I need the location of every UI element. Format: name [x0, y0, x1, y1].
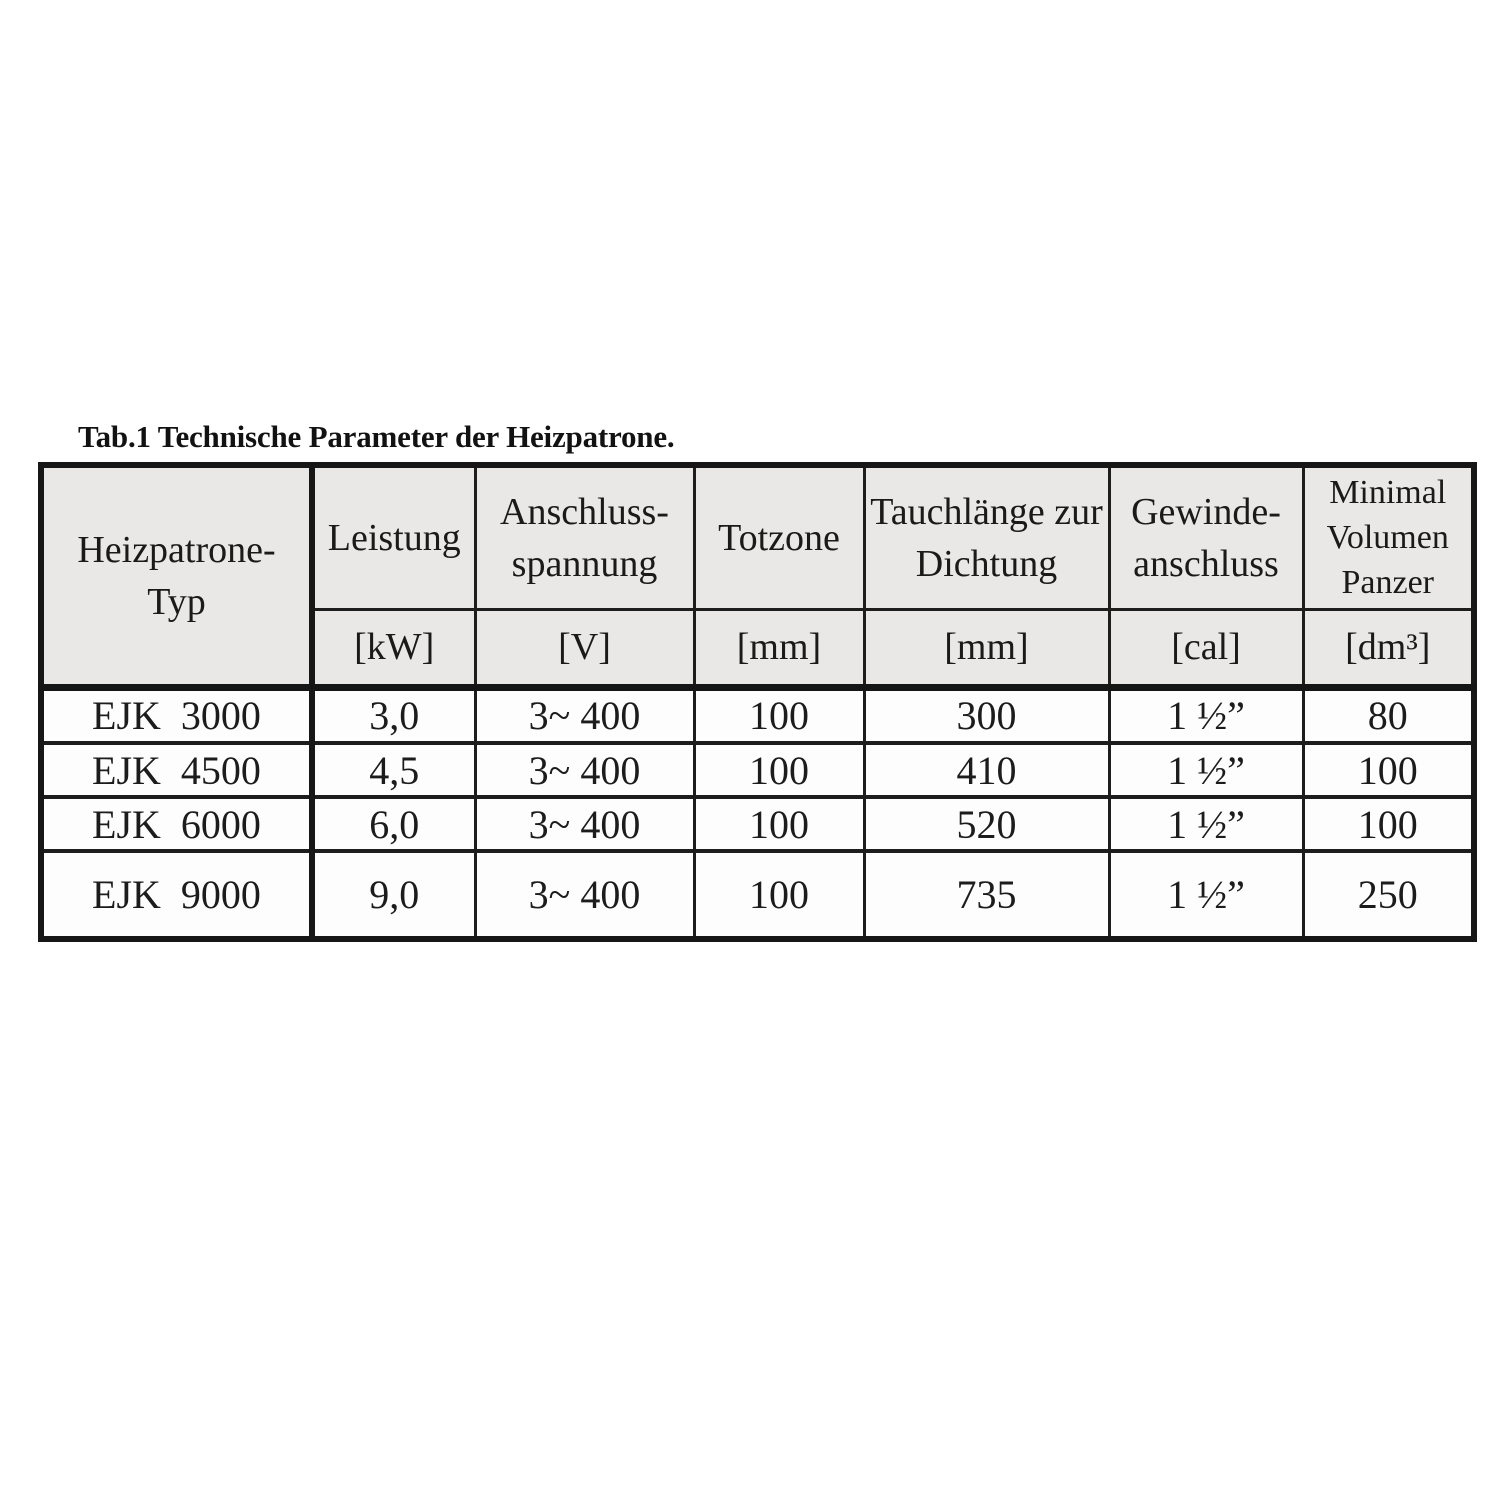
unit-cell-mm-tauchlaenge: [mm] [864, 609, 1109, 687]
cell-typ: EJK 9000 [41, 851, 312, 939]
cell-volumen: 80 [1303, 687, 1474, 743]
cell-volumen: 100 [1303, 743, 1474, 797]
cell-gewinde: 1 ½” [1109, 797, 1303, 851]
cell-tauchlaenge: 300 [864, 687, 1109, 743]
cell-volumen: 100 [1303, 797, 1474, 851]
cell-gewinde: 1 ½” [1109, 851, 1303, 939]
cell-typ: EJK 6000 [41, 797, 312, 851]
header-cell-heizpatrone-typ [41, 465, 312, 687]
cell-spannung: 3~ 400 [475, 797, 694, 851]
cell-totzone: 100 [694, 851, 864, 939]
cell-totzone: 100 [694, 797, 864, 851]
cell-gewinde: 1 ½” [1109, 687, 1303, 743]
table-row-ejk3000 [41, 687, 1474, 743]
cell-tauchlaenge: 410 [864, 743, 1109, 797]
header-cell-gewindeanschluss [1109, 465, 1303, 609]
cell-spannung: 3~ 400 [475, 687, 694, 743]
header-line: Minimal [1329, 474, 1447, 512]
unit-cell-kw: [kW] [312, 609, 475, 687]
header-line: Gewinde- [1131, 490, 1281, 533]
header-line: Leistung [327, 516, 461, 559]
cell-tauchlaenge: 520 [864, 797, 1109, 851]
header-line: Anschluss- [500, 490, 669, 533]
cell-spannung: 3~ 400 [475, 851, 694, 939]
cell-spannung: 3~ 400 [475, 743, 694, 797]
header-line: Panzer [1341, 564, 1434, 602]
header-line: Volumen [1326, 519, 1449, 557]
cell-gewinde: 1 ½” [1109, 743, 1303, 797]
table-row-ejk4500 [41, 743, 1474, 797]
header-line: Tauchlänge zur [870, 490, 1103, 533]
unit-cell-v: [V] [475, 609, 694, 687]
header-line: Typ [147, 580, 206, 623]
cell-leistung: 9,0 [312, 851, 475, 939]
unit-cell-dm3: [dm³] [1303, 609, 1474, 687]
table-caption: Tab.1 Technische Parameter der Heizpatrone. [78, 419, 675, 454]
cell-typ: EJK 3000 [41, 687, 312, 743]
header-cell-tauchlaenge [864, 465, 1109, 609]
header-line: Totzone [718, 516, 840, 559]
unit-cell-mm-totzone: [mm] [694, 609, 864, 687]
table-row-ejk6000 [41, 797, 1474, 851]
cell-leistung: 3,0 [312, 687, 475, 743]
header-line: spannung [511, 542, 658, 585]
header-cell-totzone [694, 465, 864, 609]
unit-cell-cal: [cal] [1109, 609, 1303, 687]
cell-leistung: 6,0 [312, 797, 475, 851]
cell-totzone: 100 [694, 687, 864, 743]
table-row-ejk9000 [41, 851, 1474, 939]
header-cell-leistung [312, 465, 475, 609]
header-cell-minimal-volumen [1303, 465, 1474, 609]
cell-tauchlaenge: 735 [864, 851, 1109, 939]
header-cell-anschlussspannung [475, 465, 694, 609]
parameters-table [38, 462, 1477, 942]
header-line: anschluss [1133, 542, 1279, 585]
header-line: Heizpatrone- [77, 528, 276, 571]
header-row-main [41, 465, 1474, 609]
cell-totzone: 100 [694, 743, 864, 797]
cell-volumen: 250 [1303, 851, 1474, 939]
cell-leistung: 4,5 [312, 743, 475, 797]
header-line: Dichtung [915, 542, 1058, 585]
cell-typ: EJK 4500 [41, 743, 312, 797]
